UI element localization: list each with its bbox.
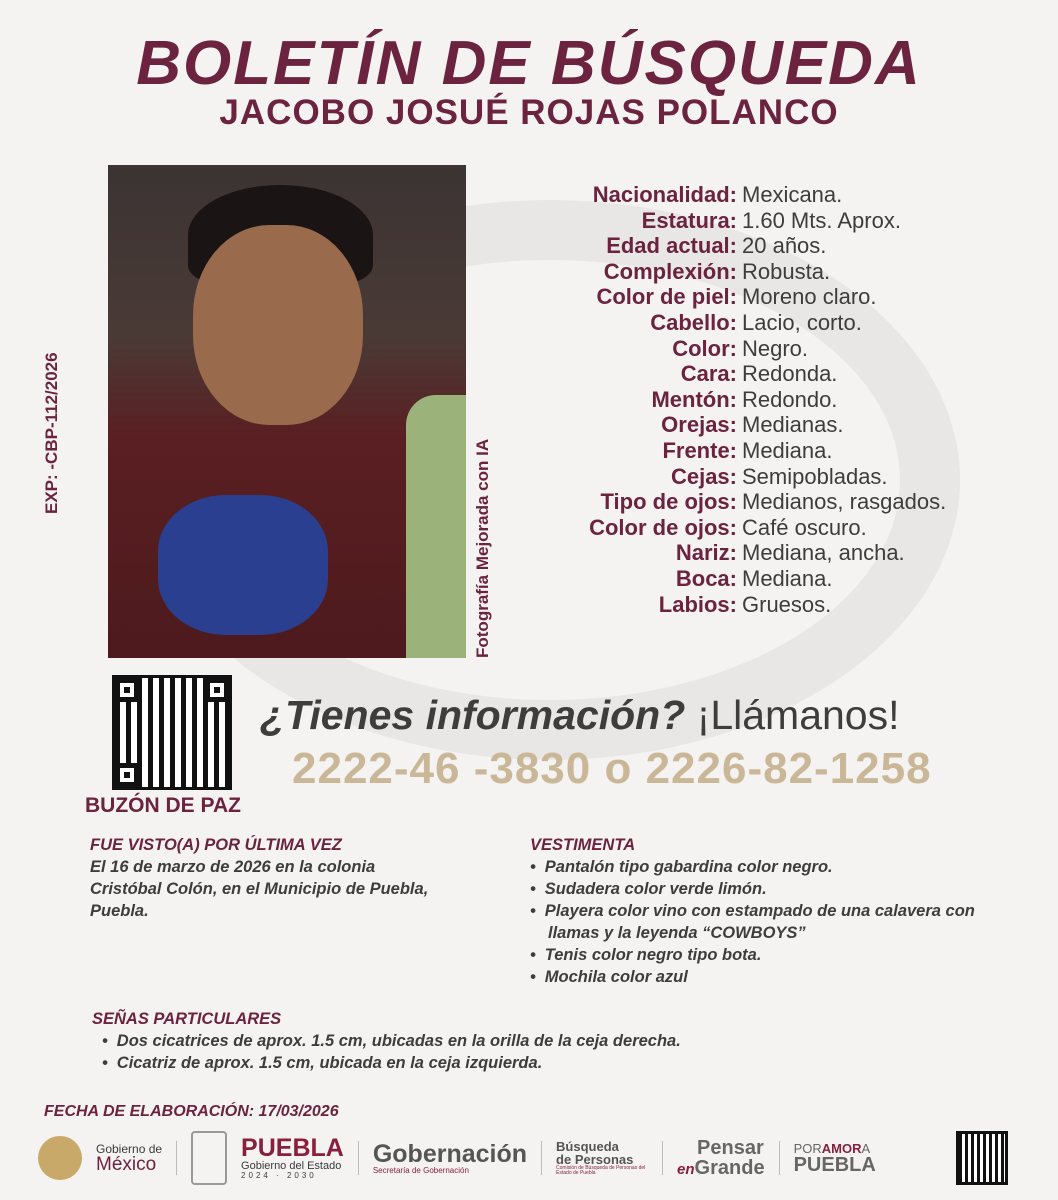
detail-label: Color de ojos: [589,514,737,540]
detail-value: Moreno claro. [742,284,877,310]
footer-logos [38,1128,1018,1188]
detail-label: Cara: [680,361,737,387]
detail-label: Estatura: [641,207,737,233]
detail-row [500,259,1020,285]
missing-person-name: JACOBO JOSUÉ ROJAS POLANCO [219,93,839,132]
detail-value: Mediana. [742,565,833,591]
detail-label: Color de piel: [596,284,737,310]
detail-value: Gruesos. [742,591,832,617]
detail-label: Boca: [675,565,737,591]
detail-value: Robusta. [742,258,831,284]
contact-cta [260,692,900,739]
person-photo [108,165,466,658]
detail-row [500,566,1020,592]
detail-label: Nariz: [675,540,737,566]
last-seen-heading: FUE VISTO(A) POR ÚLTIMA VEZ [90,836,342,854]
logo-gobierno-mexico: Gobierno de México [96,1141,163,1175]
qr-label: BUZÓN DE PAZ [85,794,241,817]
photo-note: Fotografía Mejorada con IA [473,438,492,658]
clothing-item: • Tenis color negro tipo bota. [530,944,990,966]
last-seen-section [90,834,450,922]
detail-label: Cejas: [670,463,737,489]
detail-value: Mediana, ancha. [742,540,905,566]
detail-row [500,438,1020,464]
detail-value: Medianas. [742,412,844,438]
detail-row [500,208,1020,234]
buzon-qr-code[interactable] [112,675,232,790]
footer-qr-code[interactable] [956,1131,1008,1185]
mark-item: • Dos cicatrices de aprox. 1.5 cm, ubicadas en la orilla de la ceja derecha. [92,1030,992,1052]
logo-gobernacion: Gobernación Secretaría de Gobernación [372,1139,528,1175]
puebla-shield-icon [191,1131,227,1185]
detail-value: Medianos, rasgados. [742,489,947,515]
elaboration-date: FECHA DE ELABORACIÓN: 17/03/2026 [44,1103,339,1120]
logo-por-amor-a-puebla: PORAMORA PUEBLA [793,1140,876,1176]
logo-busqueda: Búsqueda de Personas Comisión de Búsqueda de Personas del Estado de Puebla [556,1139,646,1176]
detail-value: Café oscuro. [742,514,867,540]
detail-value: 20 años. [742,233,827,259]
mexico-emblem-icon [38,1136,82,1180]
detail-row [500,540,1020,566]
detail-value: 1.60 Mts. Aprox. [742,207,901,233]
clothing-item: • Sudadera color verde limón. [530,878,990,900]
detail-value: Negro. [742,335,809,361]
cta-call: ¡Llámanos! [696,692,900,738]
clothing-section [530,834,990,988]
case-number: EXP: -CBP-112/2026 [42,352,61,514]
detail-row [500,412,1020,438]
marks-heading: SEÑAS PARTICULARES [92,1010,282,1028]
detail-row [500,284,1020,310]
clothing-heading: VESTIMENTA [530,836,636,854]
phone-numbers[interactable]: 2222-46 -3830 o 2226-82-1258 [292,744,932,793]
detail-label: Labios: [658,591,737,617]
detail-row [500,336,1020,362]
logo-pensar-en-grande: Pensar enGrande [677,1137,765,1179]
detail-label: Nacionalidad: [592,182,737,207]
detail-row [500,592,1020,618]
detail-row [500,310,1020,336]
detail-row [500,387,1020,413]
detail-label: Color: [672,335,737,361]
clothing-item: • Playera color vino con estampado de una calavera con llamas y la leyenda “COWBOYS” [530,900,990,944]
clothing-item: • Mochila color azul [530,966,990,988]
detail-label: Mentón: [651,386,737,412]
detail-value: Redonda. [742,361,838,387]
detail-value: Lacio, corto. [742,309,862,335]
detail-row [500,489,1020,515]
marks-section [92,1008,992,1074]
clothing-item: • Pantalón tipo gabardina color negro. [530,856,990,878]
cta-question: ¿Tienes información? [260,692,686,738]
detail-row [500,233,1020,259]
detail-label: Complexión: [603,258,737,284]
detail-label: Cabello: [650,309,737,335]
logo-puebla: PUEBLA Gobierno del Estado 2024 · 2030 [241,1134,344,1180]
detail-value: Mediana. [742,437,833,463]
detail-value: Semipobladas. [742,463,888,489]
mark-item: • Cicatriz de aprox. 1.5 cm, ubicada en la ceja izquierda. [92,1052,992,1074]
detail-row [500,464,1020,490]
detail-value: Mexicana. [742,182,843,207]
detail-row [500,515,1020,541]
detail-row [500,182,1020,208]
detail-label: Tipo de ojos: [600,489,737,515]
detail-label: Frente: [662,437,737,463]
detail-value: Redondo. [742,386,838,412]
detail-row [500,361,1020,387]
physical-details [500,182,1020,617]
detail-label: Orejas: [661,412,737,438]
detail-label: Edad actual: [606,233,737,259]
bulletin-title: BOLETÍN DE BÚSQUEDA [136,29,922,98]
last-seen-text: El 16 de marzo de 2026 en la colonia Cristóbal Colón, en el Municipio de Puebla, Puebla. [90,858,429,920]
